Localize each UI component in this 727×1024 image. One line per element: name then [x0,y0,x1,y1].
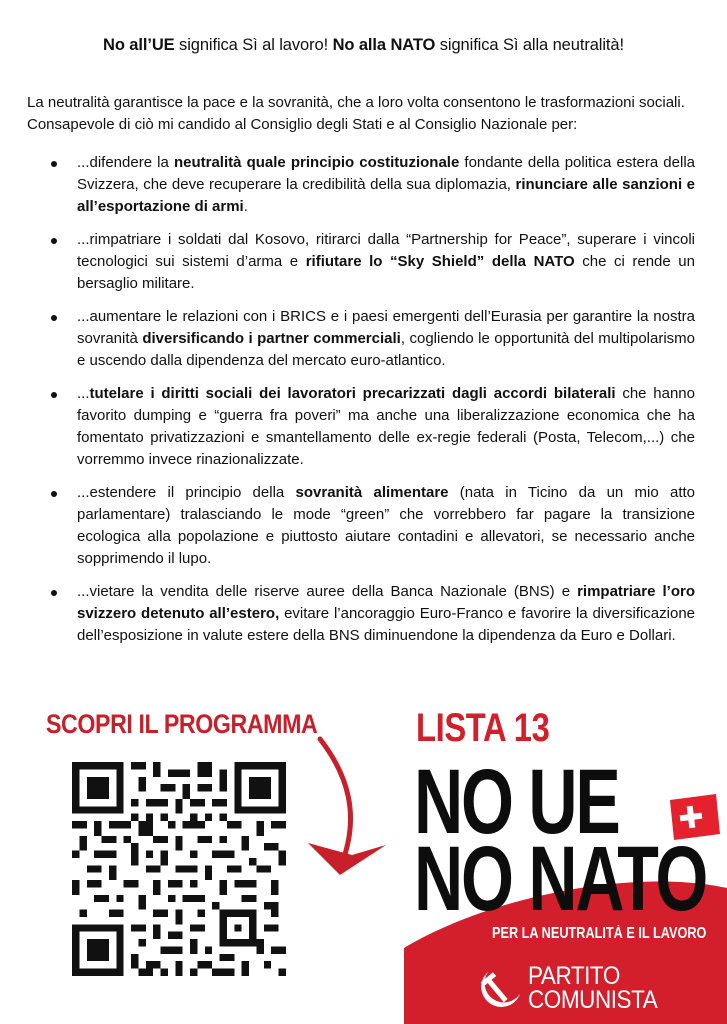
item-text: ... [77,385,90,402]
item-text: ...rimpatriare i soldati dal Kosovo, ritirarci dalla “Partnership for Peace”, superare i vincoli tecnologici sui sistemi d’arma e [77,231,695,270]
no-ue-title: NO UE [414,751,619,853]
item-text: che hanno favorito dumping e “guerra fra poveri” ma anche una liberalizzazione economica che ha fomentato privatizzazioni e smantellamento delle ex-regie federali (Posta, Telecom,...) che vorremmo invece rinazionalizzate. [77,385,695,468]
item-emphasis: rimpatriare l’oro svizzero detenuto all’estero, [77,583,695,622]
program-list [27,152,695,658]
item-text: (nata in Ticino da un mio atto parlamentare) tralasciando le mode “green” che vorrebbero far pagare la transizione ecologica alla popolazione e piuttosto aiutare contadini e allevatori, se necessario anche sopprimendo il lupo. [77,484,695,567]
item-emphasis: rifiutare lo “Sky Shield” della NATO [305,253,575,270]
item-text: evitare l’ancoraggio Euro-Franco e favorire la diversificazione dell’esposizione in valute estere della BNS diminuendone la dipendenza da Euro e Dollari. [77,605,696,644]
item-emphasis: diversificando i partner commerciali [142,330,401,347]
item-emphasis: sovranità alimentare [295,484,449,501]
arrow-down-icon [290,735,390,885]
item-text: , cogliendo le opportunità del multipolarismo e uscendo dalla dipendenza del mercato euro-atlantico. [77,330,696,369]
intro-paragraph: La neutralità garantisce la pace e la sovranità, che a loro volta consentono le trasformazioni sociali. Consapevole di ciò mi candido al Consiglio degli Stati e al Consiglio Nazionale per: [27,94,685,133]
list-item [27,152,695,218]
item-text: ...aumentare le relazioni con i BRICS e i paesi emergenti dell’Eurasia per garantire la nostra sovranità [77,308,695,347]
headline-neutralita: significa Sì alla neutralità! [435,36,624,54]
item-emphasis: neutralità quale principio costituzionale [173,154,460,171]
item-text: fondante della politica estera della Svizzera, che deve recuperare la credibilità della sua diplomazia, [77,154,695,193]
headline-ue: No all’UE [103,36,175,54]
item-text: ...estendere il principio della [77,484,296,501]
list-number: LISTA 13 [416,706,550,750]
party-name-line1: PARTITO [528,962,620,990]
bullet-icon [51,590,57,596]
bullet-icon [51,161,57,167]
item-text: ...difendere la [77,154,174,171]
list-item [27,383,695,471]
bullet-icon [51,392,57,398]
headline-nato: No alla NATO [332,36,436,54]
item-text: ...vietare la vendita delle riserve auree della Banca Nazionale (BNS) e [77,583,578,600]
list-item [27,229,695,295]
bullet-icon [51,315,57,321]
item-emphasis: rinunciare alle sanzioni e all’esportazione di armi [77,176,695,215]
bullet-icon [51,491,57,497]
bullet-icon [51,238,57,244]
list-item [27,482,695,570]
list-item [27,306,695,372]
item-text: che ci rende un bersaglio militare. [77,253,695,292]
headline-lavoro: significa Sì al lavoro! [174,36,333,54]
item-emphasis: tutelare i diritti sociali dei lavoratori precarizzati dagli accordi bilaterali [89,385,616,402]
qr-code-icon[interactable] [72,762,286,976]
no-nato-title: NO NATO [414,828,707,930]
headline [0,36,727,55]
program-qr-label: SCOPRI IL PROGRAMMA [46,709,318,739]
poster-tagline: PER LA NEUTRALITÀ E IL LAVORO [492,925,707,942]
item-text: . [243,198,248,215]
list-item [27,581,695,647]
party-name-line2: COMUNISTA [528,986,658,1014]
